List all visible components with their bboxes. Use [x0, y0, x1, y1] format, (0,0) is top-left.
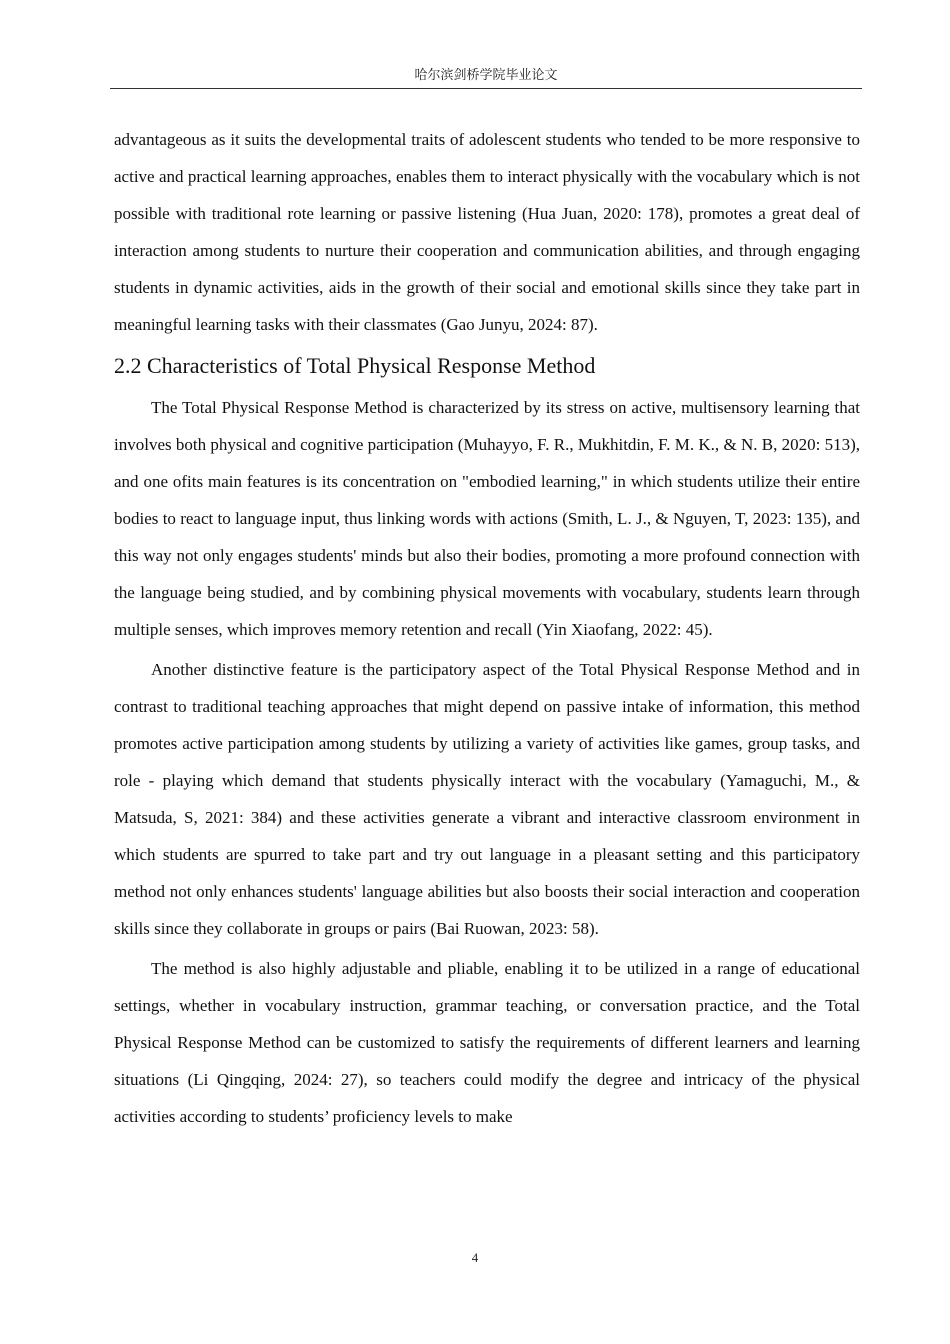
header-rule [110, 88, 862, 89]
page-number: 4 [471, 1250, 479, 1265]
page-body [114, 121, 860, 1135]
body-paragraph-3: The method is also highly adjustable and pliable, enabling it to be utilized in a range of educational settings, whether in vocabulary instruction, grammar teaching, or conversation practice, and the Total Physical Response Method can be customized to satisfy the requirements of different learners and learning situations (Li Qingqing, 2024: 27), so teachers could modify the degree and intricacy of the physical activities according to students’ proficiency levels to make [114, 959, 860, 1126]
body-paragraph-2: Another distinctive feature is the participatory aspect of the Total Physical Response Method and in contrast to traditional teaching approaches that might depend on passive intake of information, this method promotes active participation among students by utilizing a variety of activities like games, group tasks, and role - playing which demand that students physically interact with the vocabulary (Yamaguchi, M., & Matsuda, S, 2021: 384) and these activities generate a vibrant and interactive classroom environment in which students are spurred to take part and try out language in a pleasant setting and this participatory method not only enhances students' language abilities but also boosts their social interaction and cooperation skills since they collaborate in groups or pairs (Bai Ruowan, 2023: 58). [114, 660, 860, 938]
page-header: 哈尔滨剑桥学院毕业论文 [414, 68, 558, 83]
body-paragraph-1: The Total Physical Response Method is characterized by its stress on active, multisensory learning that involves both physical and cognitive participation (Muhayyo, F. R., Mukhitdin, F. M. K., & N. B, 2020: 513), and one ofits main features is its concentration on "embodied learning," in which students utilize their entire bodies to react to language input, thus linking words with actions (Smith, L. J., & Nguyen, T, 2023: 135), and this way not only engages students' minds but also their bodies, promoting a more profound connection with the language being studied, and by combining physical movements with vocabulary, students learn through multiple senses, which improves memory retention and recall (Yin Xiaofang, 2022: 45). [114, 398, 860, 639]
section-heading: 2.2 Characteristics of Total Physical Response Method [114, 353, 596, 378]
continued-paragraph: advantageous as it suits the developmental traits of adolescent students who tended to be more responsive to active and practical learning approaches, enables them to interact physically with the vocabulary which is not possible with traditional rote learning or passive listening (Hua Juan, 2020: 178), promotes a great deal of interaction among students to nurture their cooperation and communication abilities, and through engaging students in dynamic activities, aids in the growth of their social and emotional skills since they take part in meaningful learning tasks with their classmates (Gao Junyu, 2024: 87). [114, 130, 860, 334]
